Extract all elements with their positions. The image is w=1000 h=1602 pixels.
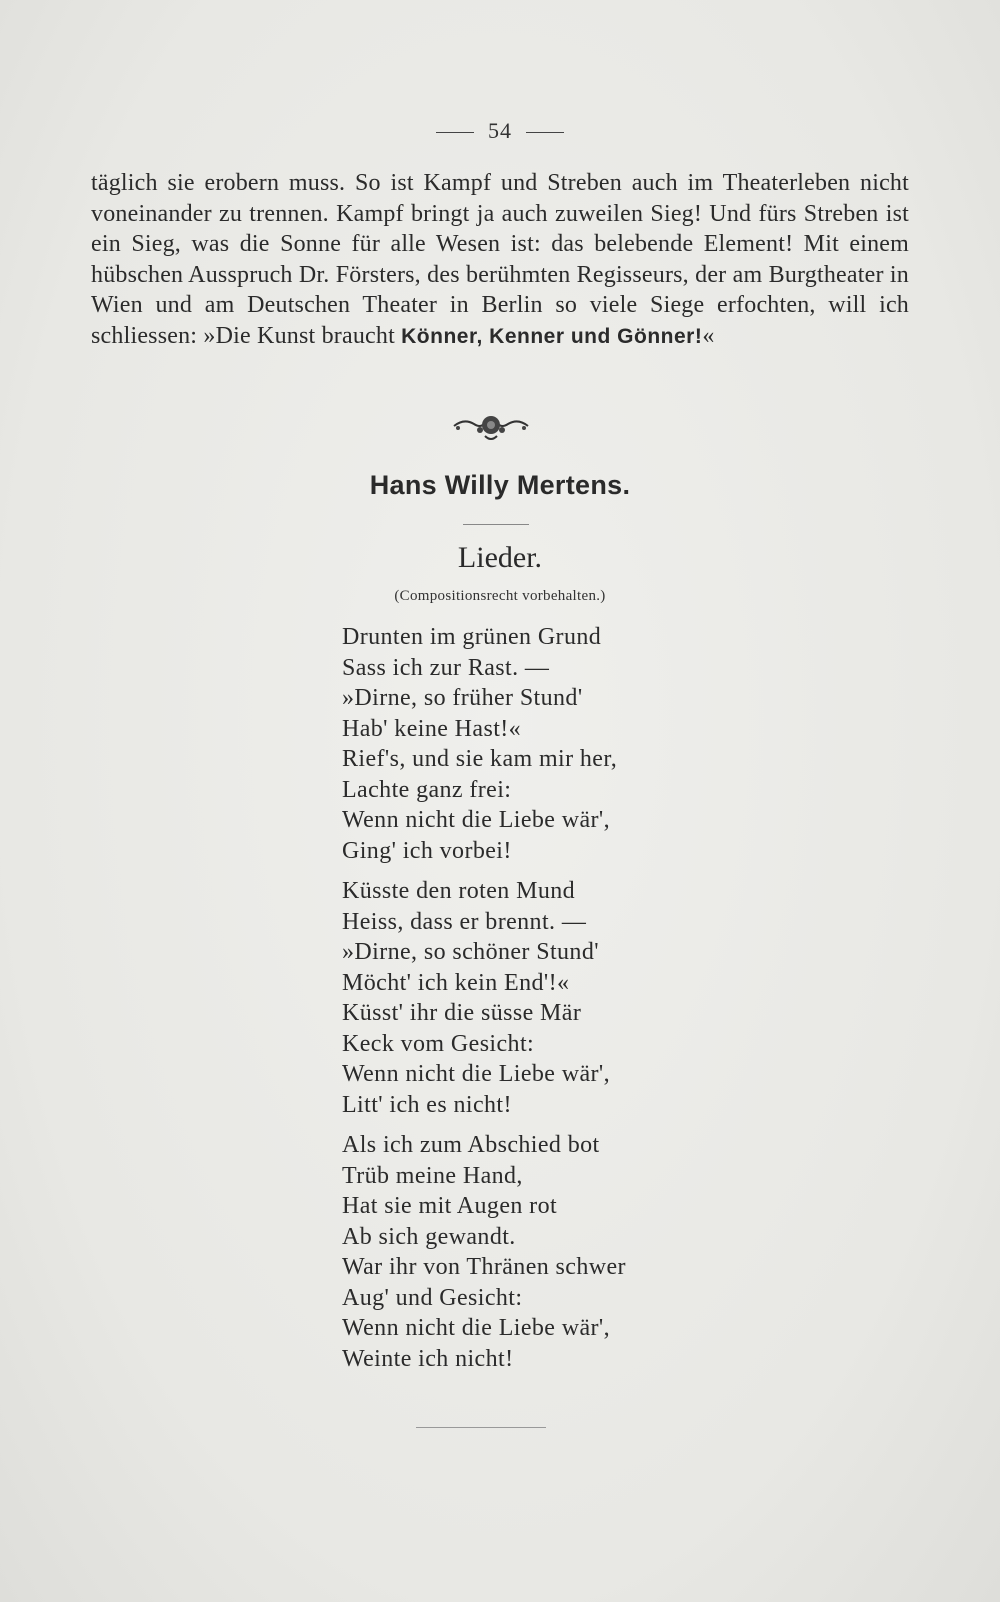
prose-closing-quote: « [702,322,715,349]
stanza-2 [342,876,762,1120]
prose-emphasis: Könner, Kenner und Gönner! [401,324,703,348]
poem-line: Wenn nicht die Liebe wär', [342,807,611,833]
poem-line: Trüb meine Hand, [342,1162,523,1189]
poem-line: Rief's, und sie kam mir her, [342,746,618,772]
stanza-3 [342,1130,762,1374]
poem-line: Aug' und Gesicht: [342,1284,523,1311]
floral-ornament-icon [450,408,532,444]
poem-line: Drunten im grünen Grund [342,624,602,650]
poem-line: Küsst' ihr die süsse Mär [342,1000,582,1026]
author-heading: Hans Willy Mertens. [369,470,631,500]
poem-line: Litt' ich es nicht! [342,1091,512,1118]
prose-text: täglich sie erobern muss. So ist Kampf und Streben auch im Theaterleben nicht voneinander zu trennen. Kampf bringt ja auch zuweilen Sieg! Und fürs Streben ist ein Sieg, was die Sonne für alle Wesen ist: das belebende Element! Mit einem hübschen Ausspruch Dr. Försters, des berühmten Regisseurs, der am Burgtheater in Wien und am Deutschen Theater in Berlin so viele Siege erfochten, will ich schliessen: »Die Kunst braucht [91,170,909,349]
page-header [0,118,1000,144]
poem-line: Möcht' ich kein End'!« [342,969,570,996]
title-divider [463,524,529,525]
poem-line: Hab' keine Hast!« [342,715,522,742]
poem-line: Wenn nicht die Liebe wär', [342,1061,611,1087]
poem-line: Ging' ich vorbei! [342,837,512,864]
poem-line: Sass ich zur Rast. — [342,654,550,681]
poem-line: »Dirne, so früher Stund' [342,685,583,711]
poem-line: »Dirne, so schöner Stund' [342,939,599,965]
poem-line: Als ich zum Abschied bot [342,1132,600,1158]
prose-paragraph [91,168,909,352]
poem-line: War ihr von Thränen schwer [342,1254,626,1280]
poem-line: Weinte ich nicht! [342,1345,514,1372]
page-number: 54 [488,118,512,143]
poem-line: Küsste den roten Mund [342,878,576,904]
stanza-1 [342,622,762,866]
poem-line: Lachte ganz frei: [342,776,512,803]
header-left-dash [436,132,474,133]
poem-line: Wenn nicht die Liebe wär', [342,1315,611,1341]
poem-line: Hat sie mit Augen rot [342,1193,558,1219]
header-right-dash [526,132,564,133]
poem-line: Heiss, dass er brennt. — [342,908,587,935]
poem-line: Ab sich gewandt. [342,1223,516,1250]
poem-title: Lieder. [457,541,543,574]
copyright-note: (Compositionsrecht vorbehalten.) [394,588,606,604]
poem-line: Keck vom Gesicht: [342,1030,535,1057]
poem [342,622,762,1384]
end-divider [416,1427,546,1428]
